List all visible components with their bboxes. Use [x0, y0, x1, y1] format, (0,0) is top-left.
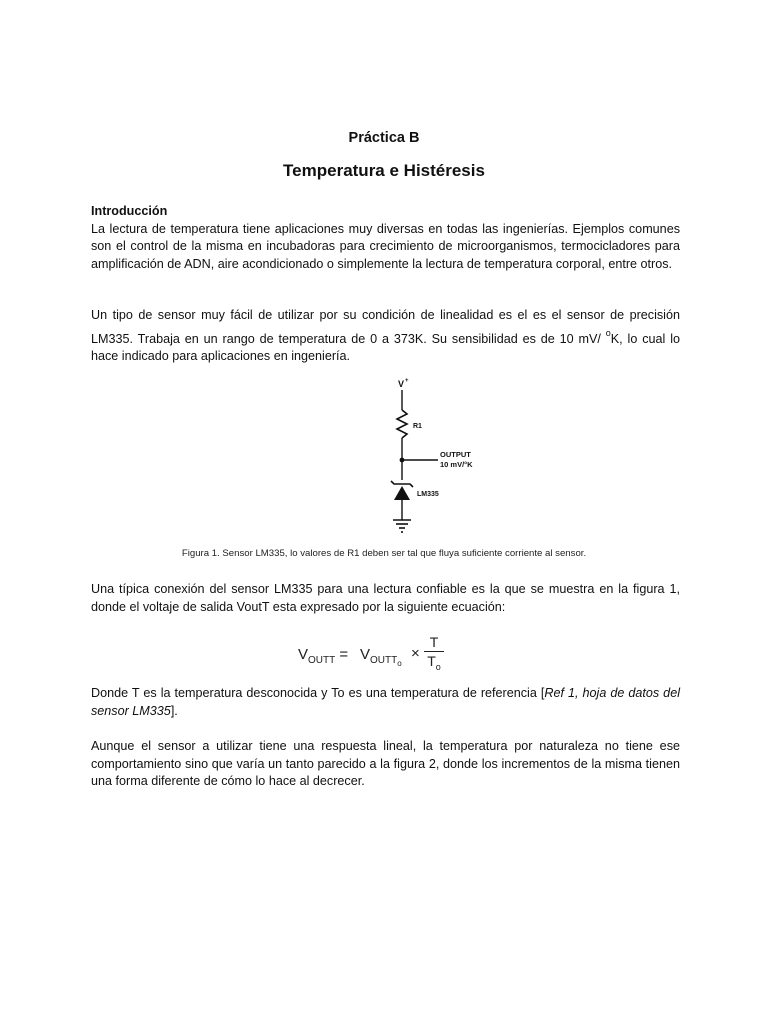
where-text-before: Donde T es la temperatura desconocida y To es una temperatura de referencia [ [91, 686, 545, 700]
figure-caption: Figura 1. Sensor LM335, lo valores de R1 deben ser tal que fluya suficiente corriente al sensor. [181, 548, 587, 559]
output-label: OUTPUT [440, 450, 471, 459]
eq-denominator [424, 653, 444, 675]
lm335-circuit-diagram [360, 372, 510, 542]
eq-fraction-bar [424, 651, 444, 652]
zener-diode [394, 486, 410, 500]
where-paragraph [91, 685, 680, 720]
connection-paragraph: Una típica conexión del sensor LM335 para una lectura confiable es la que se muestra en la figura 1, donde el voltaje de salida VoutT esta expresado por la siguiente ecuación: [91, 582, 680, 614]
intro-paragraph: La lectura de temperatura tiene aplicaciones muy diversas en todas las ingenierías. Ejemplos comunes son el control de la misma en incubadoras para crecimiento de microorganismos, termocicladores para amplificación de ADN, aire acondicionado o simplemente la lectura de temperatura corporal, entre otros. [91, 221, 680, 271]
intro-section [91, 203, 680, 273]
eq-numerator: T [429, 634, 439, 650]
supply-sign: + [405, 378, 409, 384]
eq-lhs-v: V [298, 646, 309, 663]
hysteresis-paragraph: Aunque el sensor a utilizar tiene una respuesta lineal, la temperatura por naturaleza no tiene ese comportamiento sino que varía un tanto parecido a la figura 2, donde los incrementos de la misma tienen una forma diferente de cómo lo hace al decrecer. [91, 739, 680, 788]
sensor-paragraph [91, 307, 680, 366]
output-scale-label: 10 mV/°K [440, 460, 473, 469]
intro-heading: Introducción [91, 204, 168, 218]
eq-den-o: o [435, 661, 441, 672]
eq-times: × [411, 645, 420, 662]
sensor-text-before: Un tipo de sensor muy fácil de utilizar por su condición de linealidad es el es el sensor de precisión LM335. Trabaja en un rango de temperatura de 0 a 373K. Su sensibilidad es de 10 mV/ [91, 308, 680, 346]
eq-rhs-out: OUT [370, 655, 392, 666]
equation-fraction [424, 634, 444, 675]
eq-equals: = [339, 646, 349, 663]
eq-lhs-t: T [329, 655, 336, 666]
degree-superscript: o [605, 327, 611, 338]
practice-label: Práctica B [348, 130, 420, 146]
eq-den-t: T [427, 653, 436, 669]
reference-citation: Ref 1, hoja de datos del sensor LM335 [91, 686, 680, 718]
eq-lhs-out: OUT [308, 655, 330, 666]
eq-rhs-o: o [397, 659, 402, 668]
eq-rhs-v: V [360, 646, 371, 663]
page-title: Temperatura e Histéresis [283, 161, 485, 180]
supply-label: V [398, 379, 405, 389]
equation-rhs [360, 646, 402, 668]
where-text-after: ]. [170, 703, 178, 718]
vout-equation [296, 634, 456, 674]
sensor-text-after: K, lo cual lo hace indicado para aplicaciones en ingeniería. [91, 331, 680, 363]
eq-rhs-t: T [391, 655, 398, 666]
sensor-label: LM335 [417, 491, 439, 498]
resistor-label: R1 [413, 423, 422, 430]
resistor-r1 [397, 410, 407, 438]
equation-lhs [298, 646, 348, 666]
